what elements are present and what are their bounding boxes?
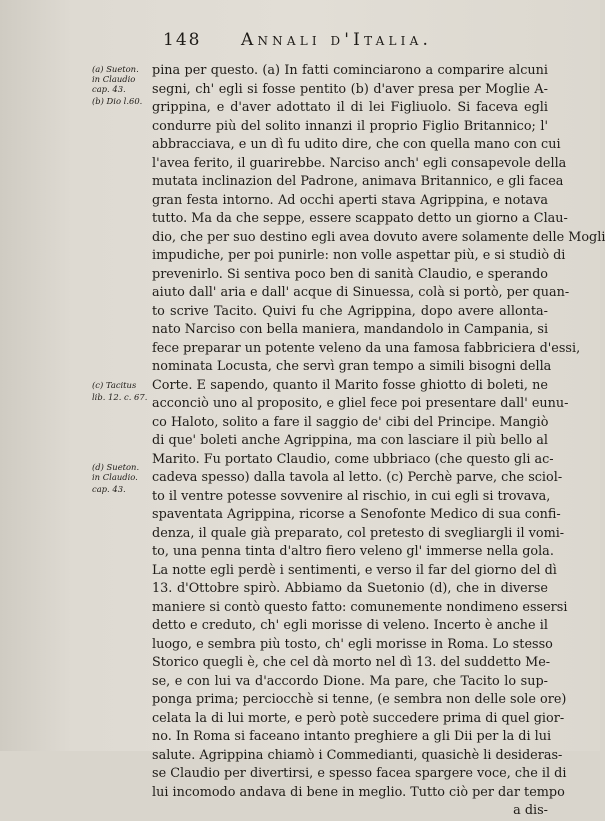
text-line: acconciò uno al proposito, e gliel fece poi presentare dall' eunu- — [152, 396, 569, 411]
running-header — [163, 30, 540, 52]
text-line: detto e creduto, ch' egli morisse di veleno. Incerto è anche il — [152, 618, 548, 633]
text-line: salute. Agrippina chiamò i Commedianti, quasichè li desideras- — [152, 747, 563, 763]
text-line: abbracciava, e un dì fu udito dire, che con quella mano con cui — [152, 137, 561, 152]
text-line: aiuto dall' aria e dall' acque di Sinuessa, colà si portò, per quan- — [152, 285, 570, 300]
margin-note: cap. 43. — [92, 84, 126, 94]
text-line: tutto. Ma da che seppe, essere scappato detto un giorno a Clau- — [152, 211, 568, 226]
text-line: spaventata Agrippina, ricorse a Senofonte Medico di sua confi- — [152, 507, 561, 522]
text-line: lui incomodo andava di bene in meglio. Tutto ciò per dar tempo — [152, 784, 565, 800]
margin-note: cap. 43. — [92, 484, 126, 494]
text-line: mutata inclinazion del Padrone, animava Britannico, e gli facea — [152, 174, 564, 189]
margin-note: in Claudio. — [92, 472, 138, 482]
text-line: denza, il quale già preparato, col pretesto di svegliargli il vomi- — [152, 525, 565, 541]
text-line: ponga prima; perciocchè si tenne, (e sembra non delle sole ore) — [152, 692, 567, 707]
text-line: Marito. Fu portato Claudio, come ubbriaco (che questo gli ac- — [152, 451, 554, 467]
text-line: pina per questo. (a) In fatti cominciarono a comparire alcuni — [152, 63, 548, 78]
text-line: to il ventre potesse sovvenire al rischio, in cui egli si trovava, — [152, 488, 551, 504]
catchword: a dis- — [513, 803, 548, 818]
text-line: nato Narciso con bella maniera, mandandolo in Campania, si — [152, 322, 549, 337]
text-line: impudiche, per poi punirle: non volle aspettar più, e si studiò di — [152, 248, 566, 263]
text-line: fece preparar un potente veleno da una famosa fabbriciera d'essi, — [152, 340, 581, 356]
text-line: no. In Roma si faceano intanto preghiere a gli Dii per la di lui — [152, 729, 552, 744]
text-line: co Haloto, solito a fare il saggio de' cibi del Principe. Mangiò — [152, 414, 549, 430]
text-line: se, e con lui va d'accordo Dione. Ma pare, che Tacito lo sup- — [152, 673, 548, 689]
text-line: grippina, e d'aver adottato il di lei Figliuolo. Si faceva egli — [152, 100, 548, 115]
text-line: gran festa intorno. Ad occhi aperti stava Agrippina, e notava — [152, 192, 548, 208]
text-line: luogo, e sembra più tosto, ch' egli morisse in Roma. Lo stesso — [152, 636, 553, 652]
text-line: to scrive Tacito. Quivi fu che Agrippina, dopo avere allonta- — [152, 303, 548, 319]
text-line: La notte egli perdè i sentimenti, e verso il far del giorno del dì — [152, 562, 557, 578]
margin-note: (d) Sueton. — [92, 462, 140, 472]
text-line: Storico quegli è, che cel dà morto nel dì 13. del suddetto Me- — [152, 655, 551, 670]
text-line: maniere si contò questo fatto: comunemente nondimeno essersi — [152, 599, 568, 615]
text-line: cadeva spesso) dalla tavola al letto. (c) Perchè parve, che sciol- — [152, 470, 563, 485]
text-line: prevenirlo. Si sentiva poco ben di sanità Claudio, e sperando — [152, 266, 548, 282]
text-line: dio, che per suo destino egli avea dovuto avere solamente delle Mogli — [152, 229, 605, 245]
text-line: se Claudio per divertirsi, e spesso facea spargere voce, che il di — [152, 766, 567, 781]
text-line: to, una penna tinta d'altro fiero veleno gl' immerse nella gola. — [152, 544, 554, 559]
text-line: segni, ch' egli si fosse pentito (b) d'aver presa per Moglie A- — [152, 81, 548, 97]
margin-note: (a) Sueton. — [92, 64, 139, 74]
text-line: Corte. E sapendo, quanto il Marito fosse ghiotto di boleti, ne — [152, 377, 548, 393]
running-title: Annali d'Italia. — [241, 30, 433, 50]
text-line: celata la di lui morte, e però potè succedere prima di quel gior- — [152, 710, 565, 726]
margin-note: (c) Tacitus — [92, 380, 137, 390]
page-number: 148 — [163, 30, 202, 50]
margin-note: (b) Dio l.60. — [92, 96, 143, 106]
margin-note: in Claudio — [92, 74, 136, 84]
text-line: condurre più del solito innanzi il proprio Figlio Britannico; l' — [152, 118, 548, 134]
text-line: nominata Locusta, che servì gran tempo a simili bisogni della — [152, 359, 552, 374]
text-line: di que' boleti anche Agrippina, ma con lasciare il più bello al — [152, 433, 548, 448]
text-line: 13. d'Ottobre spirò. Abbiamo da Suetonio (d), che in diverse — [152, 581, 548, 596]
margin-note: lib. 12. c. 67. — [92, 392, 148, 402]
body-text — [152, 62, 605, 821]
text-line: l'avea ferito, il guarirebbe. Narciso anch' egli consapevole della — [152, 155, 567, 171]
